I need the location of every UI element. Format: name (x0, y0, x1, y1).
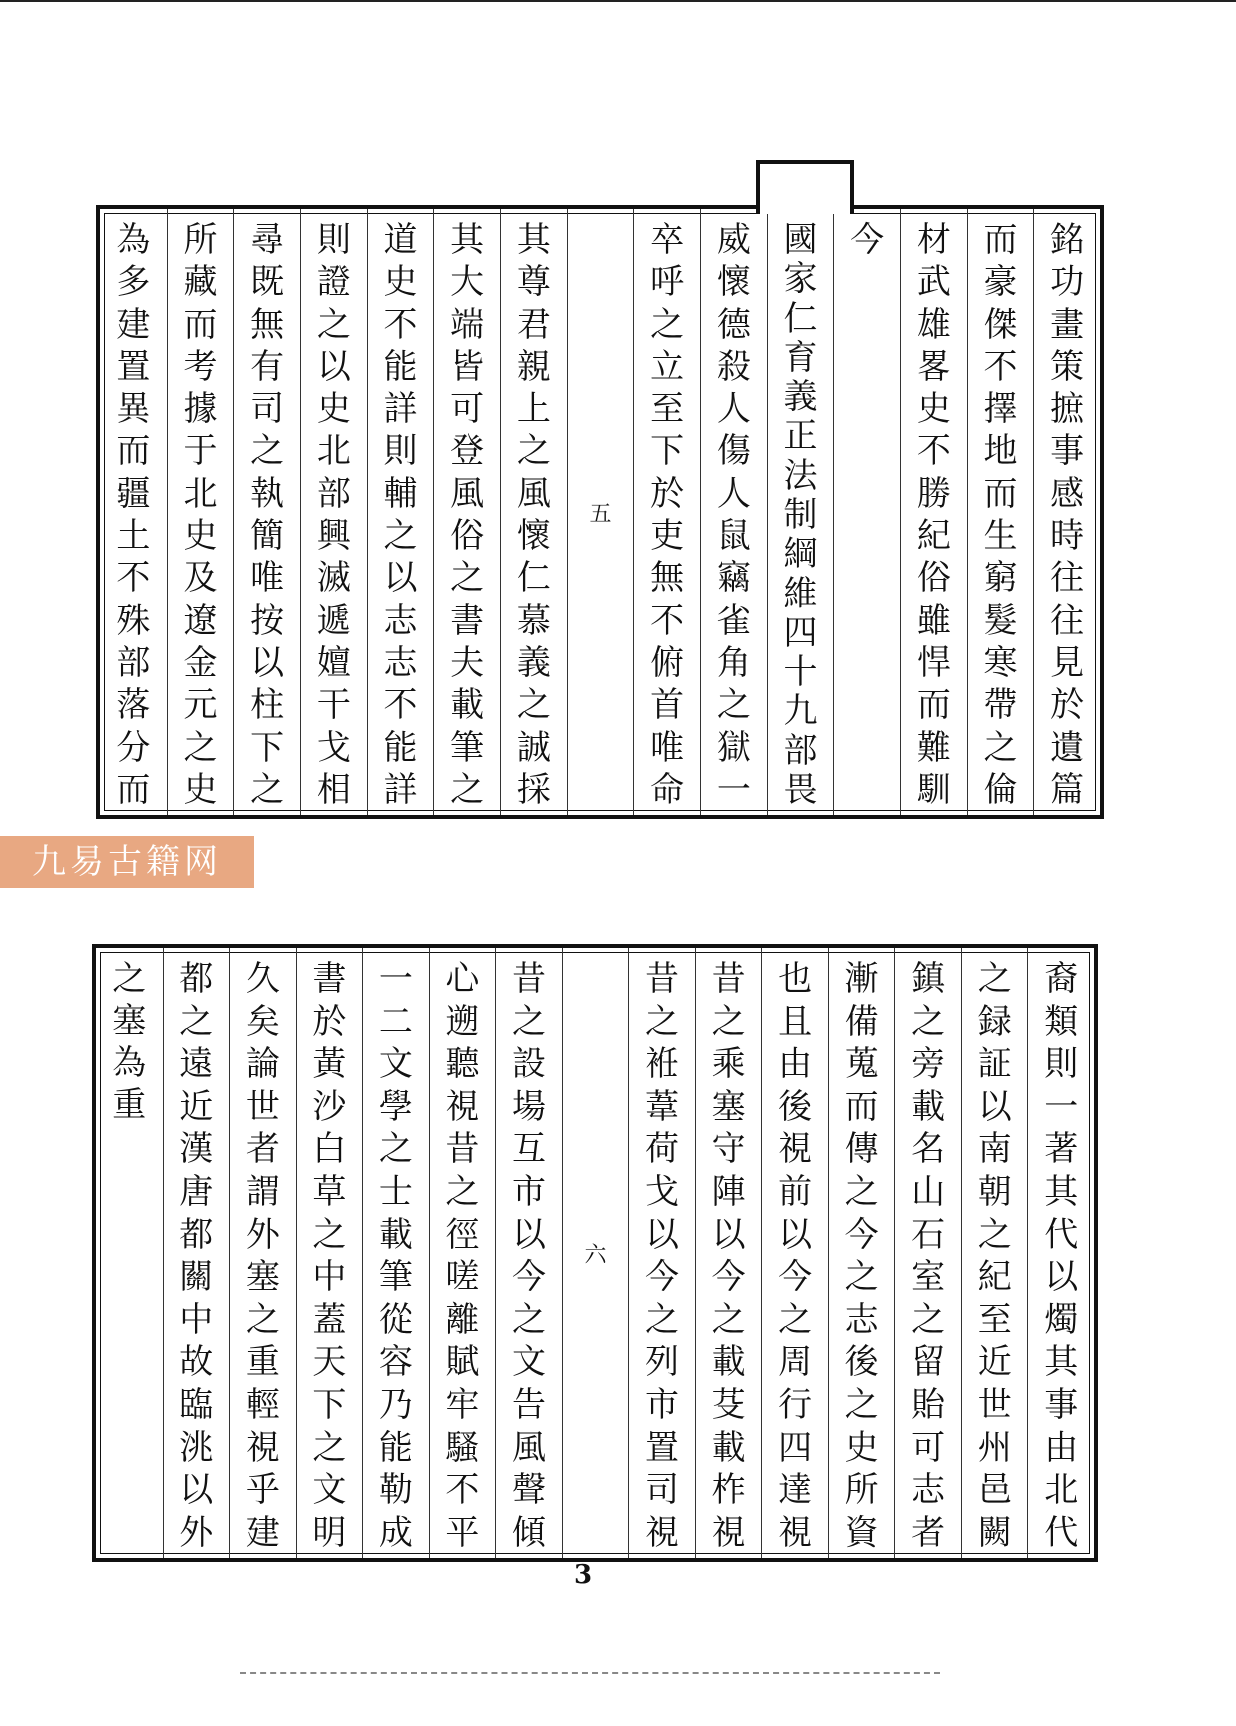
top-text-column: 卒 呼 之 立 至 下 於 吏 無 不 俯 首 唯 命 (633, 209, 700, 815)
top-text-column: 威 懷 德 殺 人 傷 人 鼠 竊 雀 角 之 獄 一 (700, 209, 767, 815)
top-rule (0, 0, 1236, 2)
bottom-text-column: 昔 之 設 場 互 市 以 今 之 文 告 風 聲 傾 (495, 948, 562, 1558)
bottom-text-column: 書 於 黃 沙 白 草 之 中 蓋 天 下 之 文 明 (296, 948, 363, 1558)
top-text-column: 國 家 仁 育 義 正 法 制 綱 維 四 十 九 部 畏 (767, 209, 834, 815)
bottom-dash-line (240, 1672, 940, 1674)
bottom-text-column: 鎮 之 旁 載 名 山 石 室 之 留 貽 可 志 者 (894, 948, 961, 1558)
bottom-text-column: 昔 之 乘 塞 守 陣 以 今 之 載 芟 載 柞 視 (695, 948, 762, 1558)
top-text-block (96, 205, 1104, 819)
top-text-column: 其 尊 君 親 上 之 風 懷 仁 慕 義 之 誠 採 (500, 209, 567, 815)
top-block-raised-tab (756, 160, 854, 214)
top-text-column: 道 史 不 能 詳 則 輔 之 以 志 志 不 能 詳 (367, 209, 434, 815)
top-text-column: 尋 既 無 有 司 之 執 簡 唯 按 以 柱 下 之 (233, 209, 300, 815)
bottom-text-column: 都 之 遠 近 漢 唐 都 關 中 故 臨 洮 以 外 (163, 948, 230, 1558)
bottom-text-column: 心 遡 聽 視 昔 之 徑 嗟 離 賦 牢 騷 不 平 (429, 948, 496, 1558)
bottom-text-column: 一 二 文 學 之 士 載 筆 從 容 乃 能 勒 成 (362, 948, 429, 1558)
bottom-text-column: 之 録 証 以 南 朝 之 紀 至 近 世 州 邑 闕 (961, 948, 1028, 1558)
bottom-text-column: 之 塞 為 重 (112, 959, 147, 1125)
bottom-text-column: 也 且 由 後 視 前 以 今 之 周 行 四 達 視 (761, 948, 828, 1558)
top-text-column: 所 藏 而 考 據 于 北 史 及 遼 金 元 之 史 (167, 209, 234, 815)
bottom-text-column: 漸 備 蒐 而 傳 之 今 之 志 後 之 史 所 資 (828, 948, 895, 1558)
watermark-logo: 九易古籍网 (0, 836, 254, 888)
bottom-folio-column: 六 (562, 948, 629, 1558)
top-text-column: 則 證 之 以 史 北 部 興 滅 遞 嬗 干 戈 相 (300, 209, 367, 815)
bottom-text-column: 昔 之 袵 葦 荷 戈 以 今 之 列 市 置 司 視 (628, 948, 695, 1558)
top-text-column: 而 豪 傑 不 擇 地 而 生 窮 髮 寒 帶 之 倫 (967, 209, 1034, 815)
top-text-column: 今 (833, 209, 900, 815)
top-text-column: 其 大 端 皆 可 登 風 俗 之 書 夫 載 筆 之 (433, 209, 500, 815)
bottom-text-column: 久 矣 論 世 者 謂 外 塞 之 重 輕 視 乎 建 (229, 948, 296, 1558)
top-text-column: 材 武 雄 畧 史 不 勝 紀 俗 雖 悍 而 難 馴 (900, 209, 967, 815)
top-text-column: 銘 功 畫 策 摭 事 感 時 往 往 見 於 遺 篇 (1033, 209, 1100, 815)
top-folio-column: 五 (567, 209, 634, 815)
bottom-text-column: 裔 類 則 一 著 其 代 以 燭 其 事 由 北 代 (1027, 948, 1094, 1558)
bottom-text-block (92, 944, 1098, 1562)
page-number: 3 (574, 1560, 593, 1590)
top-text-column: 為 多 建 置 異 而 疆 土 不 殊 部 落 分 而 (116, 220, 151, 810)
